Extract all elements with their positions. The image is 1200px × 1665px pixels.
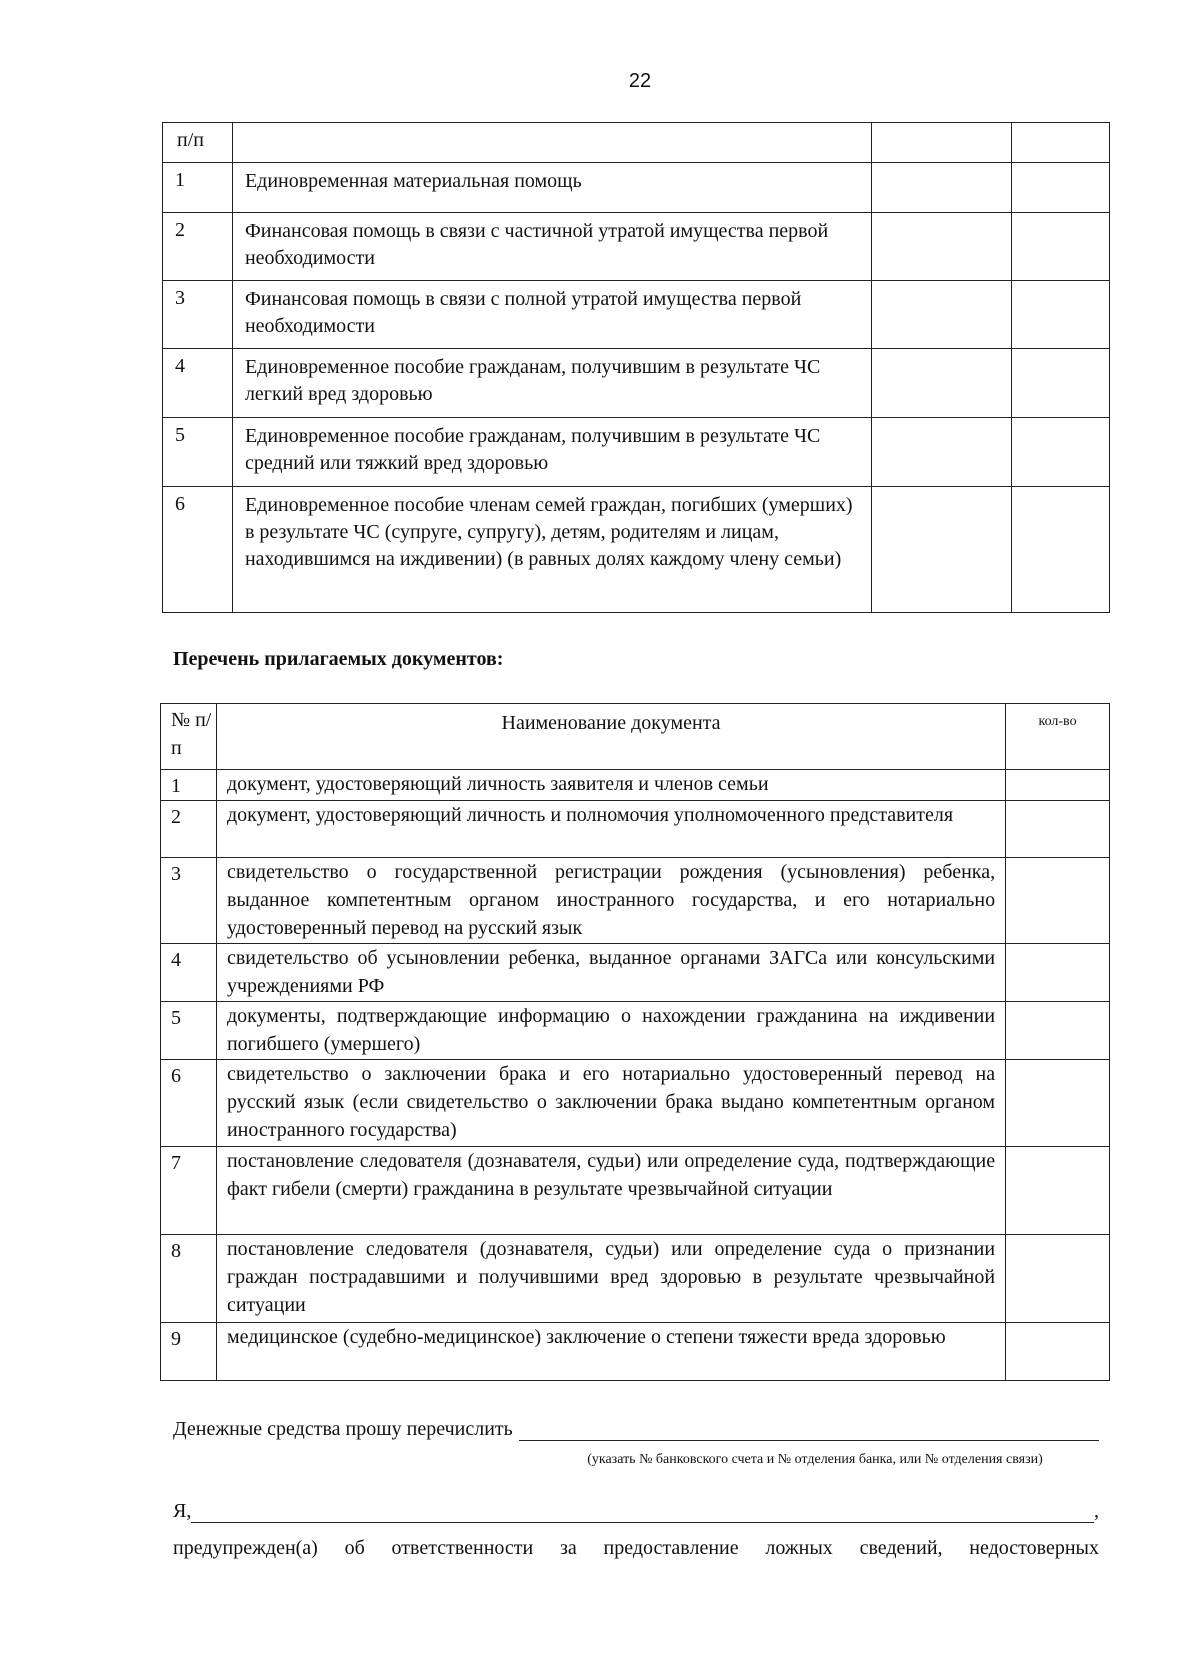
empty-cell bbox=[872, 213, 1012, 281]
empty-cell bbox=[1012, 487, 1110, 613]
row-number: 2 bbox=[163, 213, 233, 281]
attached-documents-table bbox=[160, 703, 1110, 1381]
qty-cell bbox=[1006, 944, 1110, 1002]
row-text: свидетельство о заключении брака и его нотариально удостоверенный перевод на русский язык (если свидетельство о заключении брака выдано компетентным органом иностранного государства) bbox=[216, 1060, 1005, 1147]
row-number: 1 bbox=[161, 770, 217, 801]
qty-cell bbox=[1006, 1323, 1110, 1381]
row-number: 4 bbox=[161, 944, 217, 1002]
row-text: Единовременная материальная помощь bbox=[232, 163, 871, 213]
table-row bbox=[161, 1235, 1110, 1323]
qty-cell bbox=[1006, 1147, 1110, 1235]
payment-label: Денежные средства прошу перечислить bbox=[173, 1418, 513, 1440]
row-text: документы, подтверждающие информацию о нахождении гражданина на иждивении погибшего (умершего) bbox=[216, 1002, 1005, 1060]
aid-types-table bbox=[162, 122, 1110, 613]
table-row bbox=[161, 770, 1110, 801]
qty-cell bbox=[1006, 1235, 1110, 1323]
table-row bbox=[163, 123, 1110, 163]
declaration-name-blank-field[interactable] bbox=[191, 1500, 1094, 1523]
empty-cell bbox=[1012, 349, 1110, 418]
empty-cell bbox=[872, 418, 1012, 487]
row-number: 2 bbox=[161, 801, 217, 858]
row-text: постановление следователя (дознавателя, судьи) или определение суда о признании граждан пострадавшими и получившими вред здоровью в результате чрезвычайной ситуации bbox=[216, 1235, 1005, 1323]
table-row bbox=[161, 1147, 1110, 1235]
row-text: документ, удостоверяющий личность заявителя и членов семьи bbox=[216, 770, 1005, 801]
header-name-cell: Наименование документа bbox=[216, 704, 1005, 770]
row-number: 3 bbox=[163, 281, 233, 349]
table-row bbox=[161, 1002, 1110, 1060]
table-row bbox=[163, 163, 1110, 213]
row-number: 5 bbox=[161, 1002, 217, 1060]
qty-cell bbox=[1006, 770, 1110, 801]
qty-cell bbox=[1006, 858, 1110, 944]
qty-cell bbox=[1006, 1002, 1110, 1060]
table-row bbox=[163, 213, 1110, 281]
row-number: 5 bbox=[163, 418, 233, 487]
qty-cell bbox=[1006, 801, 1110, 858]
row-number: 6 bbox=[161, 1060, 217, 1147]
empty-cell bbox=[872, 349, 1012, 418]
table-row bbox=[163, 349, 1110, 418]
declaration-warning: предупрежден(а) об ответственности за предоставление ложных сведений, недостоверных bbox=[173, 1537, 1099, 1559]
empty-cell bbox=[872, 123, 1012, 163]
empty-cell bbox=[1012, 281, 1110, 349]
row-text: Финансовая помощь в связи с частичной утратой имущества первой необходимости bbox=[232, 213, 871, 281]
row-number: 1 bbox=[163, 163, 233, 213]
empty-cell bbox=[1012, 163, 1110, 213]
table-row bbox=[161, 1060, 1110, 1147]
row-text: Единовременное пособие гражданам, получившим в результате ЧС средний или тяжкий вред здоровью bbox=[232, 418, 871, 487]
payment-hint: (указать № банковского счета и № отделения банка, или № отделения связи) bbox=[587, 1452, 1043, 1467]
row-text: свидетельство об усыновлении ребенка, выданное органами ЗАГСа или консульскими учреждениями РФ bbox=[216, 944, 1005, 1002]
declaration-prefix: Я, bbox=[173, 1500, 192, 1522]
table-row bbox=[161, 858, 1110, 944]
qty-cell bbox=[1006, 1060, 1110, 1147]
table-header-row bbox=[161, 704, 1110, 770]
table-row bbox=[163, 487, 1110, 613]
empty-cell bbox=[232, 123, 871, 163]
row-number: 3 bbox=[161, 858, 217, 944]
row-number: 4 bbox=[163, 349, 233, 418]
table-row bbox=[161, 944, 1110, 1002]
declaration-line bbox=[173, 1500, 1099, 1523]
header-num-cell: п/п bbox=[163, 123, 233, 163]
row-number: 8 bbox=[161, 1235, 217, 1323]
row-text: документ, удостоверяющий личность и полномочия уполномоченного представителя bbox=[216, 801, 1005, 858]
row-text: свидетельство о государственной регистрации рождения (усыновления) ребенка, выданное компетентным органом иностранного государства, и его нотариально удостоверенный перевод на русский язык bbox=[216, 858, 1005, 944]
table-row bbox=[161, 1323, 1110, 1381]
declaration-suffix: , bbox=[1094, 1500, 1099, 1522]
empty-cell bbox=[872, 487, 1012, 613]
row-text: Финансовая помощь в связи с полной утратой имущества первой необходимости bbox=[232, 281, 871, 349]
section-title: Перечень прилагаемых документов: bbox=[173, 648, 504, 670]
table-row bbox=[163, 418, 1110, 487]
row-text: Единовременное пособие членам семей граждан, погибших (умерших) в результате ЧС (супруге, супругу), детям, родителям и лицам, находившимся на иждивении) (в равных долях каждому члену семьи) bbox=[232, 487, 871, 613]
payment-blank-field[interactable] bbox=[519, 1418, 1099, 1441]
table-row bbox=[161, 801, 1110, 858]
header-qty-cell: кол-во bbox=[1006, 704, 1110, 770]
empty-cell bbox=[872, 163, 1012, 213]
empty-cell bbox=[1012, 123, 1110, 163]
empty-cell bbox=[1012, 418, 1110, 487]
row-number: 6 bbox=[163, 487, 233, 613]
row-text: постановление следователя (дознавателя, судьи) или определение суда, подтверждающие факт гибели (смерти) гражданина в результате чрезвычайной ситуации bbox=[216, 1147, 1005, 1235]
row-number: 9 bbox=[161, 1323, 217, 1381]
payment-line bbox=[173, 1418, 1099, 1441]
row-text: медицинское (судебно-медицинское) заключение о степени тяжести вреда здоровью bbox=[216, 1323, 1005, 1381]
page-number: 22 bbox=[628, 70, 652, 92]
table-row bbox=[163, 281, 1110, 349]
row-number: 7 bbox=[161, 1147, 217, 1235]
empty-cell bbox=[872, 281, 1012, 349]
empty-cell bbox=[1012, 213, 1110, 281]
header-num-cell: № п/п bbox=[161, 704, 217, 770]
row-text: Единовременное пособие гражданам, получившим в результате ЧС легкий вред здоровью bbox=[232, 349, 871, 418]
